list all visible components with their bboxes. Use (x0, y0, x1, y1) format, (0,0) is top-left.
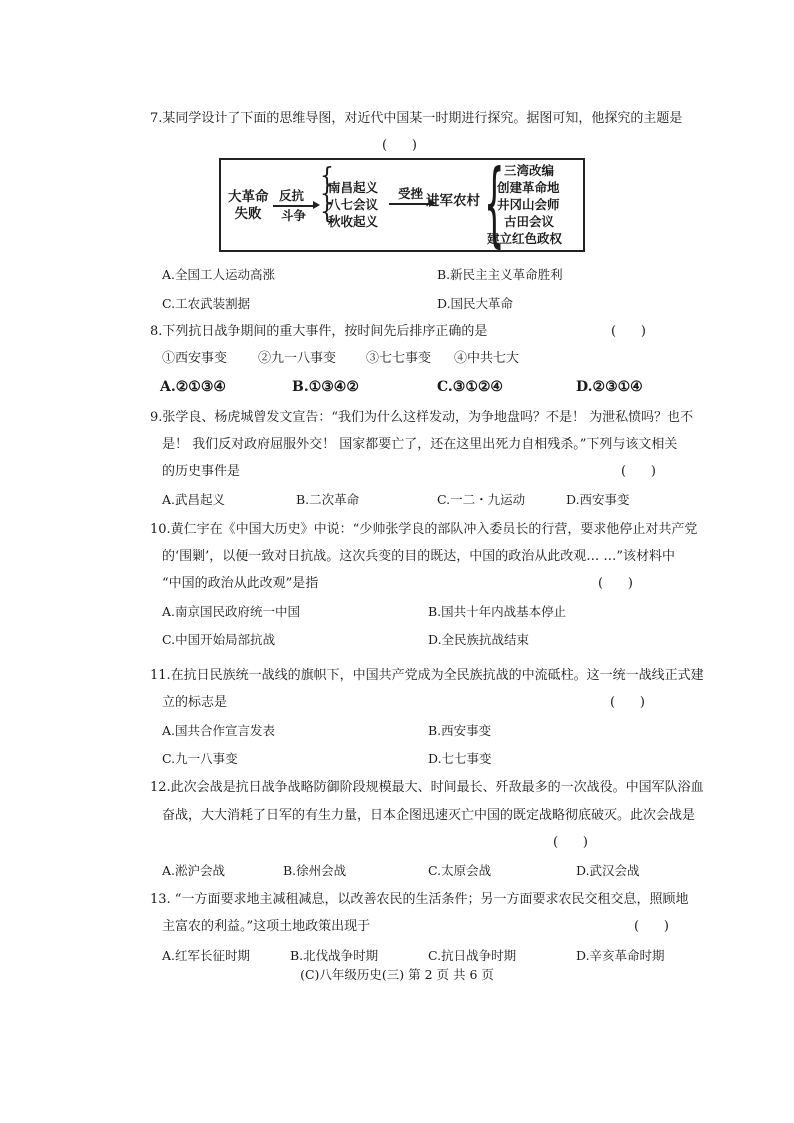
page-footer: (C)八年级历史(三) 第 2 页 共 6 页 (300, 967, 494, 982)
diagram-right-item: 创建革命地 (497, 180, 560, 195)
q8-option-b[interactable]: B.①③④② (292, 379, 359, 395)
q8-item: ③七七事变 (366, 351, 432, 366)
q11-option-d[interactable]: D.七七事变 (428, 751, 492, 766)
diagram-arrow1-line (273, 205, 317, 207)
diagram-mid-item: 秋收起义 (328, 214, 379, 229)
q9-line-2: 是！ 我们反对政府屈服外交！ 国家都要亡了，还在这里出死力自相残杀。”下列与该文相关 (162, 437, 678, 452)
diagram-mid-item: 八七会议 (328, 197, 379, 212)
q9-line-3: 的历史事件是 (162, 464, 241, 479)
diagram-arrow1-head-icon (313, 201, 320, 209)
q11-option-c[interactable]: C.九一八事变 (162, 751, 238, 766)
diagram-mid-item: 南昌起义 (328, 180, 379, 195)
diagram-right-item: 建立红色政权 (487, 231, 563, 246)
q10-option-c[interactable]: C.中国开始局部抗战 (162, 632, 276, 647)
q13-line-2: 主富农的利益。”这项土地政策出现于 (162, 919, 371, 934)
q9-option-a[interactable]: A.武昌起义 (162, 492, 226, 507)
q12-option-d[interactable]: D.武汉会战 (576, 863, 640, 878)
q9-answer-paren: ( ) (621, 464, 656, 479)
q11-answer-paren: ( ) (610, 695, 645, 710)
q7-option-c[interactable]: C.工农武装割据 (162, 296, 251, 311)
q13-option-b[interactable]: B.北伐战争时期 (290, 948, 379, 963)
q10-answer-paren: ( ) (598, 576, 633, 591)
diagram-left-brace-icon-2: { (320, 182, 334, 207)
q12-line-1: 12.此次会战是抗日战争战略防御阶段规模最大、时间最长、歼敌最多的一次战役。中国军队浴血 (150, 780, 704, 795)
diagram-left-brace-icon: { (320, 164, 334, 189)
q10-line-3: “中国的政治从此改观”是指 (162, 576, 319, 591)
diagram-start-line1: 大革命 (228, 189, 269, 205)
q12-option-c[interactable]: C.太原会战 (428, 863, 492, 878)
q12-answer-paren: ( ) (553, 835, 588, 850)
q13-option-a[interactable]: A.红军长征时期 (162, 948, 251, 963)
diagram-start-line2: 失败 (234, 206, 262, 222)
q11-option-a[interactable]: A.国共合作宣言发表 (162, 723, 276, 738)
q10-option-a[interactable]: A.南京国民政府统一中国 (162, 604, 301, 619)
q9-option-c[interactable]: C.一二・九运动 (437, 492, 526, 507)
q10-line-2: 的‘围剿’，以便一致对日抗战。这次兵变的目的既达，中国的政治从此改观… …”该材料中 (162, 549, 676, 564)
diagram-arrow1-top-label: 反抗 (279, 188, 305, 203)
q11-line-1: 11.在抗日民族统一战线的旗帜下，中国共产党成为全民族抗战的中流砥柱。这一统一战线正式建 (150, 668, 704, 683)
diagram-arrow1-bottom-label: 斗争 (281, 208, 307, 223)
q9-option-b[interactable]: B.二次革命 (296, 492, 360, 507)
q8-item: ②九一八事变 (258, 351, 337, 366)
diagram-right-brace-icon: { (484, 150, 505, 257)
diagram-right-item: 三湾改编 (504, 163, 555, 178)
q8-item: ④中共七大 (454, 351, 520, 366)
q10-line-1: 10.黄仁宇在《中国大历史》中说：“少帅张学良的部队冲入委员长的行营，要求他停止对共产党 (150, 522, 698, 537)
q8-stem: 8.下列抗日战争期间的重大事件，按时间先后排序正确的是 (150, 324, 488, 339)
diagram-left-brace-icon-3: { (320, 200, 334, 225)
diagram-arrow2-top-label: 受挫 (398, 186, 424, 201)
q12-line-2: 奋战，大大消耗了日军的有生力量，日本企图迅速灭亡中国的既定战略彻底破灭。此次会战是 (162, 808, 696, 823)
diagram-right-item: 井冈山会师 (497, 197, 560, 212)
q10-option-b[interactable]: B.国共十年内战基本停止 (428, 604, 567, 619)
q9-option-d[interactable]: D.西安事变 (566, 492, 630, 507)
q11-line-2: 立的标志是 (162, 695, 228, 710)
diagram-right-item: 古田会议 (504, 214, 555, 229)
q7-option-a[interactable]: A.全国工人运动高涨 (162, 267, 276, 282)
q8-option-c[interactable]: C.③①②④ (437, 379, 503, 395)
q7-option-b[interactable]: B.新民主主义革命胜利 (437, 267, 563, 282)
q7-option-d[interactable]: D.国民大革命 (437, 296, 514, 311)
q13-line-1: 13. “一方面要求地主减租减息，以改善农民的生活条件；另一方面要求农民交租交息，照顾地 (150, 892, 689, 907)
q12-option-a[interactable]: A.淞沪会战 (162, 863, 226, 878)
q7-stem: 7.某同学设计了下面的思维导图，对近代中国某一时期进行探究。据图可知，他探究的主题是 (150, 111, 683, 126)
q13-option-d[interactable]: D.辛亥革命时期 (576, 948, 665, 963)
q13-option-c[interactable]: C.抗日战争时期 (428, 948, 517, 963)
q8-option-a[interactable]: A.②①③④ (160, 379, 226, 395)
q9-line-1: 9.张学良、杨虎城曾发文宣告：“我们为什么这样发动，为争地盘吗？不是！ 为泄私愤吗？也不 (150, 410, 694, 425)
q12-option-b[interactable]: B.徐州会战 (283, 863, 347, 878)
q7-answer-paren: ( ) (382, 138, 417, 153)
q7-mind-map-diagram (219, 150, 585, 257)
q11-option-b[interactable]: B.西安事变 (428, 723, 492, 738)
q8-option-d[interactable]: D.②③①④ (576, 379, 643, 395)
q8-answer-paren: ( ) (611, 324, 646, 339)
q13-answer-paren: ( ) (634, 919, 669, 934)
diagram-target: 进军农村 (426, 193, 480, 209)
q10-option-d[interactable]: D.全民族抗战结束 (428, 632, 530, 647)
q8-item: ①西安事变 (162, 351, 228, 366)
